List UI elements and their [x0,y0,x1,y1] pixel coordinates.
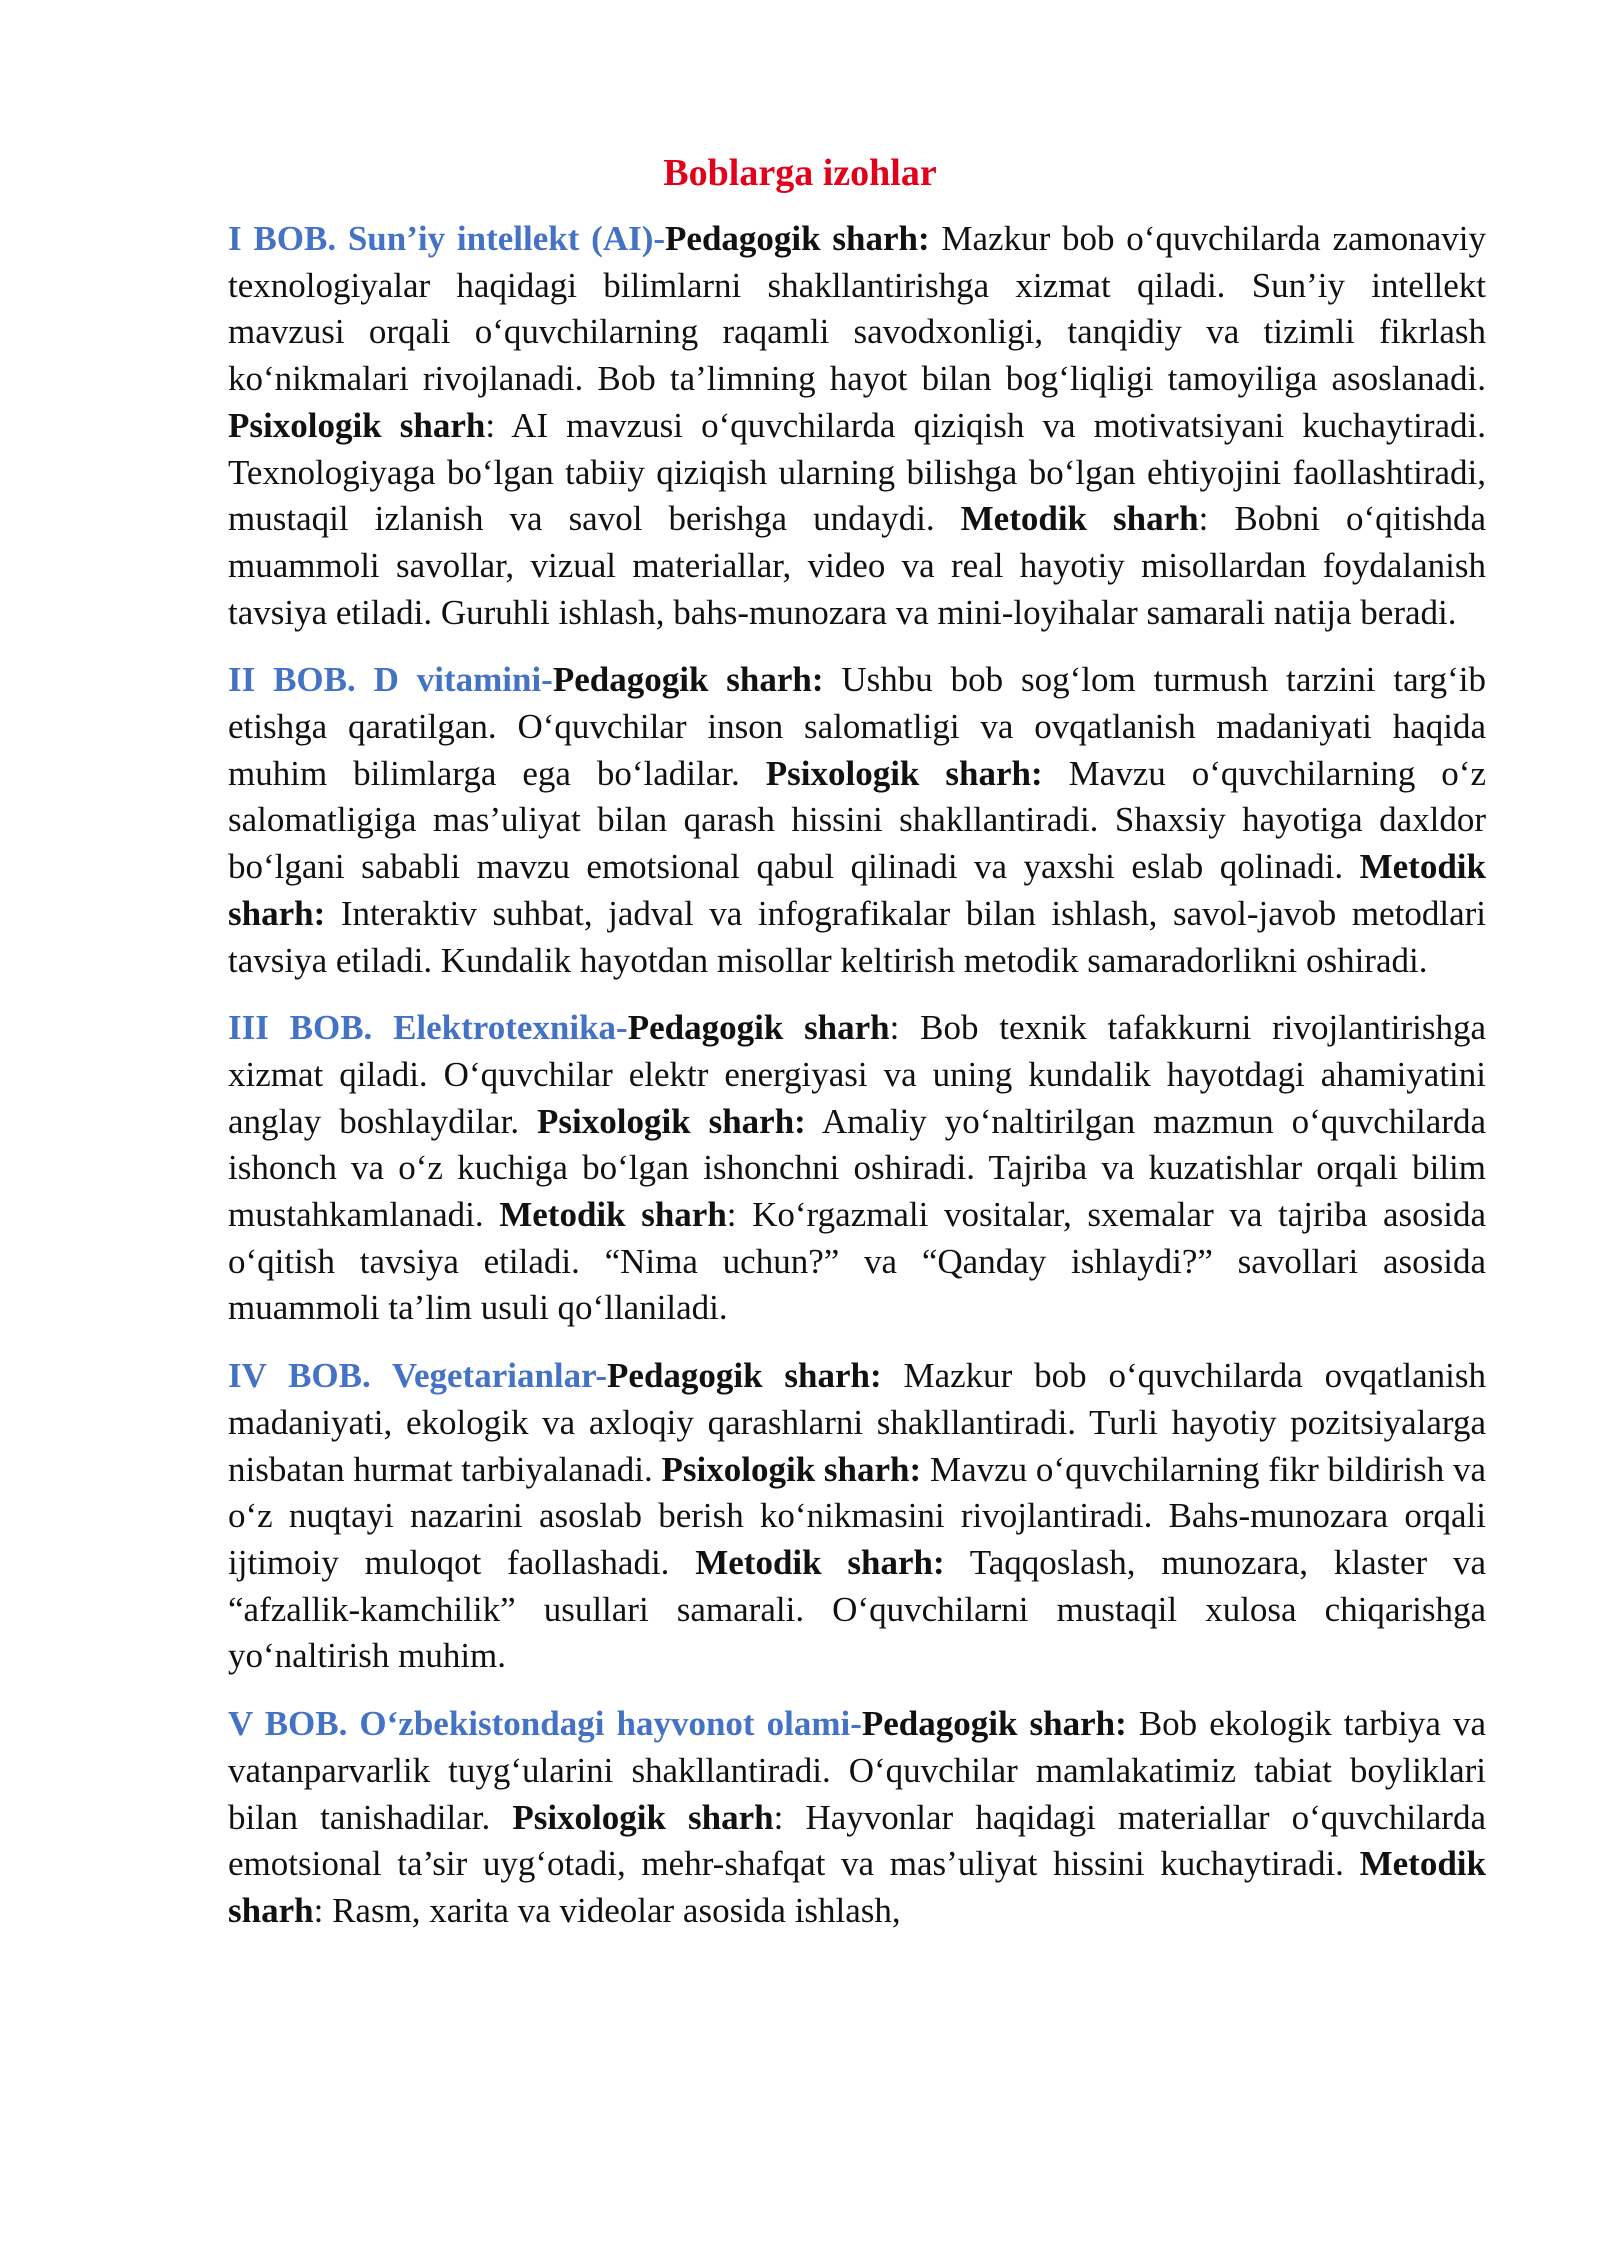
chapter-2-commentary [228,657,1486,984]
chapter-5-pedagogik-text: Bob ekologik tarbiya va vatanparvarlik tuyg‘ularini shakllantiradi. O‘quvchilar mamlakatimiz tabiat boyliklari bilan tanishadilar. [228,1704,1487,1837]
chapter-4-pedagogik-text: Mazkur bob o‘quvchilarda ovqatlanish madaniyati, ekologik va axloqiy qarashlarni shakllantiradi. Turli hayotiy pozitsiyalarga nisbatan hurmat tarbiyalanadi. [228,1356,1486,1489]
chapter-5-commentary [228,1701,1486,1935]
chapter-2-metodik-text: Interaktiv suhbat, jadval va infografikalar bilan ishlash, savol-javob metodlari tavsiya etiladi. Kundalik hayotdan misollar keltirish metodik samaradorlikni oshiradi. [228,893,1486,980]
chapter-3-commentary [228,1005,1486,1332]
chapter-4-heading: IV BOB. Vegetarianlar- [228,1356,608,1396]
chapter-3-heading: III BOB. Elektrotexnika- [228,1008,628,1048]
chapter-5-heading: V BOB. O‘zbekistondagi hayvonot olami- [228,1704,862,1744]
chapter-3-pedagogik-label: Pedagogik sharh [627,1008,890,1048]
chapter-5-metodik-label: Metodik sharh [228,1844,1486,1930]
chapter-1-metodik-label: Metodik sharh [960,499,1199,539]
chapter-2-pedagogik-text: Ushbu bob sog‘lom turmush tarzini targ‘ib etishga qaratilgan. O‘quvchilar inson salomatligi va ovqatlanish madaniyati haqida muhim bilimlarga ega bo‘ladilar. [228,660,1487,793]
chapter-2-pedagogik-label: Pedagogik sharh: [552,660,824,700]
chapter-5-pedagogik-label: Pedagogik sharh: [861,1704,1127,1744]
chapter-4-psixologik-label: Psixologik sharh: [661,1449,922,1489]
document-body [228,216,1486,1956]
chapter-3-metodik-label: Metodik sharh [499,1195,727,1235]
chapter-3-pedagogik-text: : Bob texnik tafakkurni rivojlantirishga xizmat qiladi. O‘quvchilar elektr energiyasi va uning kundalik hayotdagi ahamiyatini anglay boshlaydilar. [228,1008,1486,1141]
chapter-4-metodik-text: Taqqoslash, munozara, klaster va “afzallik-kamchilik” usullari samarali. O‘quvchilarni mustaqil xulosa chiqarishga yo‘naltirish muhim. [228,1542,1486,1676]
chapter-3-psixologik-text: Amaliy yo‘naltirilgan mazmun o‘quvchilarda ishonch va o‘z kuchiga bo‘lgan ishonchni oshiradi. Tajriba va kuzatishlar orqali bilim mustahkamlanadi. [228,1101,1486,1235]
chapter-2-psixologik-text: Mavzu o‘quvchilarning o‘z salomatligiga mas’uliyat bilan qarash hissini shakllantiradi. Shaxsiy hayotiga daxldor bo‘lgani sababli mavzu emotsional qabul qilinadi va yaxshi eslab qolinadi. [228,753,1486,887]
page-title: Boblarga izohlar [663,152,937,194]
chapter-5-metodik-text: : Rasm, xarita va videolar asosida ishlash, [313,1890,901,1930]
chapter-2-heading: II BOB. D vitamini- [228,660,553,700]
chapter-1-metodik-text: : Bobni o‘qitishda muammoli savollar, vizual materiallar, video va real hayotiy misollardan foydalanish tavsiya etiladi. Guruhli ishlash, bahs-munozara va mini-loyihalar samarali natija beradi. [228,499,1487,632]
chapter-2-metodik-label: Metodik sharh: [228,847,1486,933]
chapter-3-metodik-text: : Ko‘rgazmali vositalar, sxemalar va tajriba asosida o‘qitish tavsiya etiladi. “Nima uchun?” va “Qanday ishlaydi?” savollari asosida muammoli ta’lim usuli qo‘llaniladi. [228,1195,1486,1328]
chapter-4-metodik-label: Metodik sharh: [695,1542,945,1582]
chapter-4-commentary [228,1353,1486,1680]
chapter-1-pedagogik-label: Pedagogik sharh: [665,219,930,258]
chapter-1-psixologik-text: : AI mavzusi o‘quvchilarda qiziqish va motivatsiyani kuchaytiradi. Texnologiyaga bo‘lgan tabiiy qiziqish ularning bilishga bo‘lgan ehtiyojini faollashtiradi, mustaqil izlanish va savol berishga undaydi. [228,405,1486,539]
chapter-5-psixologik-label: Psixologik sharh [512,1797,774,1837]
chapter-4-psixologik-text: Mavzu o‘quvchilarning fikr bildirish va o‘z nuqtayi nazarini asoslab berish ko‘nikmasini rivojlantiradi. Bahs-munozara orqali ijtimoiy muloqot faollashadi. [228,1449,1487,1582]
chapter-4-pedagogik-label: Pedagogik sharh: [607,1356,882,1396]
chapter-2-psixologik-label: Psixologik sharh: [765,753,1043,793]
chapter-1-psixologik-label: Psixologik sharh [228,405,486,445]
chapter-3-psixologik-label: Psixologik sharh: [537,1101,806,1141]
chapter-1-commentary [228,216,1486,636]
chapter-1-heading: I BOB. Sun’iy intellekt (AI)- [228,219,666,258]
chapter-1-pedagogik-text: Mazkur bob o‘quvchilarda zamonaviy texnologiyalar haqidagi bilimlarni shakllantirishga xizmat qiladi. Sun’iy intellekt mavzusi orqali o‘quvchilarning raqamli savodxonligi, tanqidiy va tizimli fikrlash ko‘nikmalari rivojlanadi. Bob ta’limning hayot bilan bog‘liqligi tamoyiliga asoslanadi. [228,219,1487,399]
chapter-5-psixologik-text: : Hayvonlar haqidagi materiallar o‘quvchilarda emotsional ta’sir uyg‘otadi, mehr-shafqat va mas’uliyat hissini kuchaytiradi. [228,1797,1487,1884]
